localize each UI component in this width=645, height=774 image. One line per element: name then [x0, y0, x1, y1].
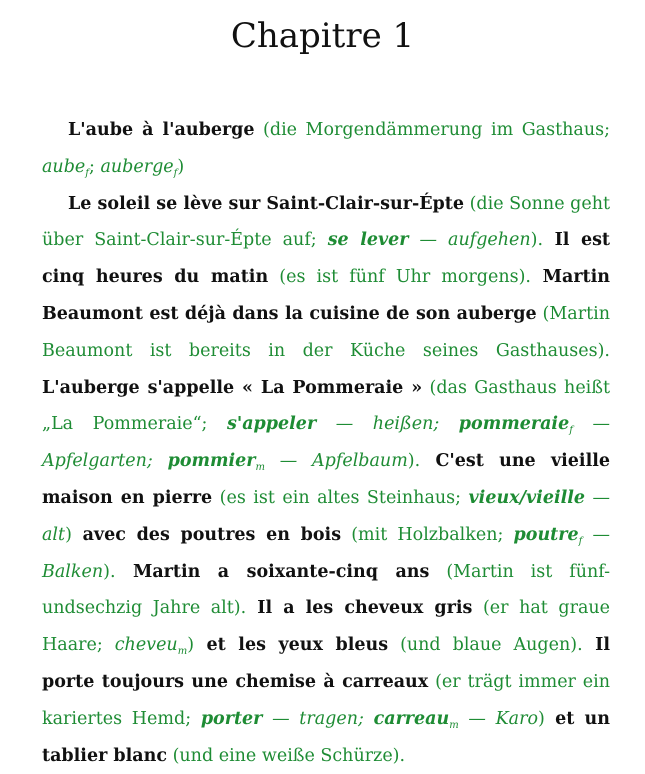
vocab-word	[100, 157, 177, 177]
vocab-term: auberge	[100, 156, 174, 177]
text-body	[42, 112, 610, 774]
paragraph-heading	[42, 112, 610, 186]
french-text: et les yeux bleus	[194, 635, 389, 656]
gender-marker: m	[449, 719, 459, 731]
german-translation: (es ist fünf Uhr morgens).	[268, 267, 531, 288]
chapter-title: Chapitre 1	[230, 16, 415, 56]
vocab-word	[42, 157, 89, 177]
separator: ;	[88, 156, 101, 177]
closing-paren: )	[177, 156, 185, 177]
german-translation: (und eine weiße Schürze).	[167, 745, 406, 766]
german-translation: (das Gasthaus heißt „La Pommeraie“;	[42, 377, 611, 435]
french-text: L'aube à l'auberge	[68, 120, 255, 140]
gender-wrap	[255, 451, 266, 474]
vocab-definition: — Balken	[42, 524, 610, 582]
german-translation: (es ist ein altes Steinhaus;	[212, 487, 469, 508]
vocab-definition: — heißen;	[316, 414, 459, 435]
french-text: Martin a soixante-cinq ans	[115, 561, 430, 582]
french-text: Le soleil se lève sur Saint-Clair-sur-Épte	[68, 193, 465, 214]
vocab-term: se lever	[327, 230, 409, 251]
gender-wrap	[449, 709, 458, 729]
gender-marker: f	[173, 167, 178, 179]
german-translation: (Martin Beaumont ist bereits in der Küche seines Gasthauses).	[42, 303, 610, 361]
vocab-term: porter	[200, 708, 263, 729]
german-translation: (und blaue Augen).	[388, 635, 583, 656]
closing-paren: ).	[407, 451, 421, 472]
vocab-definition: — alt	[42, 487, 610, 545]
vocab-definition: — Karo	[458, 708, 539, 729]
vocab-term: s'appeler	[227, 414, 317, 435]
french-text: C'est une vieille maison en pierre	[42, 451, 610, 508]
closing-paren: )	[187, 635, 195, 656]
vocab-term: pommeraie	[458, 414, 570, 435]
closing-paren: ).	[530, 230, 544, 251]
vocab-term: aube	[42, 156, 86, 177]
german-translation: (die Morgendämmerung im Gasthaus;	[254, 120, 610, 140]
vocab-definition: — aufgehen	[408, 230, 531, 251]
gender-wrap	[177, 635, 188, 658]
german-translation: (er trägt immer ein kariertes Hemd;	[42, 671, 610, 729]
paragraph-body	[42, 186, 610, 774]
vocab-definition: — tragen;	[262, 708, 374, 729]
french-text: Il est cinq heures du matin	[42, 230, 611, 288]
german-translation: (mit Holzbalken;	[341, 524, 514, 545]
closing-paren: )	[538, 708, 545, 729]
french-text: Martin Beaumont est déjà dans la cuisine de son auberge	[42, 267, 610, 324]
vocab-term: cheveu	[114, 635, 178, 656]
gender-marker: f	[85, 167, 89, 179]
german-translation: (Martin ist fünf-undsechzig Jahre alt).	[42, 561, 611, 619]
gender-marker: f	[569, 425, 573, 437]
german-translation: (die Sonne geht über Saint-Clair-sur-Épte auf;	[42, 193, 610, 251]
closing-paren: )	[65, 524, 72, 545]
vocab-term: carreau	[373, 708, 450, 729]
vocab-term: poutre	[513, 524, 579, 545]
vocab-term: vieux/vieille	[468, 487, 586, 508]
french-text: avec des poutres en bois	[71, 524, 342, 545]
german-translation: (er hat graue Haare;	[42, 598, 611, 656]
vocab-term: pommier	[167, 451, 256, 472]
french-text: Il a les cheveux gris	[246, 598, 473, 619]
vocab-definition: — Apfelgarten;	[42, 414, 610, 472]
gender-marker: f	[578, 535, 583, 547]
french-text: Il porte toujours une chemise à carreaux	[42, 635, 611, 692]
gender-marker: m	[255, 462, 266, 474]
french-text: L'auberge s'appelle « La Pommeraie »	[42, 377, 423, 398]
vocab-definition: — Apfelbaum	[265, 451, 408, 472]
gender-marker: m	[177, 646, 188, 658]
french-text: et un tablier blanc	[42, 708, 610, 766]
closing-paren: ).	[103, 561, 116, 582]
vocab-word	[459, 414, 569, 434]
